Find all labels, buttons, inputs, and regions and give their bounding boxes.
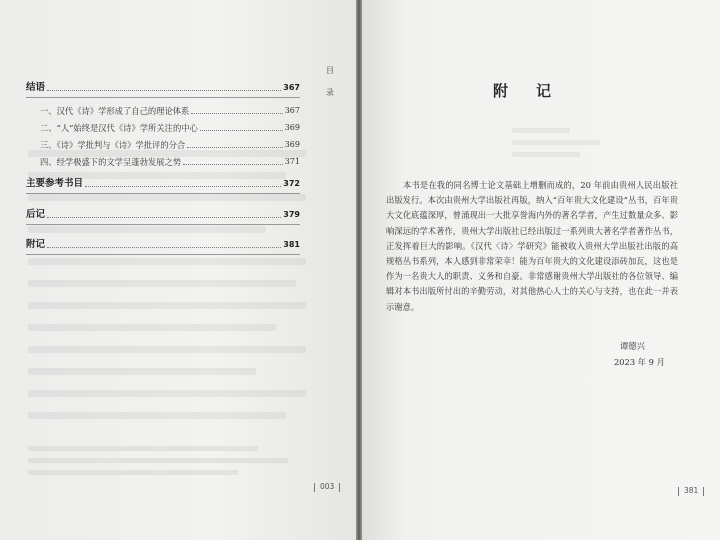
toc-entry-title: 三、《诗》学批判与《诗》学批评的分合 [40,140,186,150]
bleed-through-text [28,258,306,265]
toc-leader [47,90,281,91]
bleed-through-text [28,324,276,331]
toc-entry-title: 附记 [26,239,46,250]
appendix-title: 附记 [493,82,580,100]
bleed-through-text [28,194,306,201]
toc-entry-page: 371 [284,157,300,166]
signature-date: 2023 年 9 月 [614,357,665,367]
toc-entry-sub-2 [40,120,300,134]
bleed-through-text [28,368,256,375]
toc-entry-page: 369 [284,140,300,149]
toc-entry-sub-3 [40,137,300,151]
toc-divider [26,97,300,98]
toc-entry-title: 主要参考书目 [26,178,84,189]
toc-leader [200,130,283,131]
toc-entry-sub-1 [40,103,300,117]
toc-leader [183,164,283,165]
toc-leader [187,147,283,148]
toc-leader [85,186,281,187]
bleed-through-footnote [28,446,258,451]
page-number: 003 [320,482,335,491]
toc-entry-page: 379 [283,210,300,219]
toc-entry-page: 372 [283,179,300,188]
appendix-body: 本书是在我的同名博士论文基础上增删而成的，20 年前由贵州人民出版社出版发行。本次由贵州大学出版社再版，纳入“百年贵大文化建设”丛书，百年贵大文化底蕴深厚，曾涌现出一大批享誉海内外的著名学者，产生过数量众多、影响深远的学术著作，贵州大学出版社已经出版过一系列贵大著名学者著作丛书，正发挥着巨大的影响。《汉代〈诗〉学研究》能被收入贵州大学出版社出版的高规格丛书系列，本人感到非常荣幸！能为百年贵大的文化建设添砖加瓦，这也是作为一名贵大人的职责、义务和自豪。非常感谢贵州大学出版社的各位领导、编辑对本书出版所付出的辛勤劳动，对其他热心人士的关心与支持，也在此一并表示谢意。 [386,180,678,312]
toc-leader [191,113,282,114]
toc-entry-conclusion [26,80,300,94]
toc-entry-page: 369 [284,123,300,132]
author-signature: 谭德兴 [620,341,645,351]
bleed-through-footnote [28,458,288,463]
page-number: 381 [684,486,699,495]
toc-entry-title: 四、经学极盛下的文学呈蓬勃发展之势 [40,157,182,167]
toc-entry-page: 367 [283,83,300,92]
toc-divider [26,193,300,194]
bleed-through-text [512,152,580,157]
toc-entry-sub-4 [40,154,300,168]
bleed-through-text [512,128,570,133]
bleed-through-text [28,302,306,309]
toc-entry-title: 后记 [26,209,46,220]
bleed-through-text [28,280,296,287]
bleed-through-text [28,390,306,397]
toc-leader [47,217,281,218]
toc-entry-addendum [26,237,300,251]
toc-entry-afterword [26,207,300,221]
toc-entry-references [26,176,300,190]
toc-entry-title: 结语 [26,82,46,93]
toc-entry-title: 二、“人”始终是汉代《诗》学所关注的中心 [40,123,198,133]
toc-divider [26,254,300,255]
toc-entry-title: 一、汉代《诗》学形成了自己的理论体系 [40,106,190,116]
toc-entry-page: 367 [284,106,300,115]
toc-entry-page: 381 [283,240,300,249]
bleed-through-text [512,140,600,145]
bleed-through-text [28,226,266,233]
bleed-through-text [28,412,286,419]
toc-page [0,0,356,540]
bleed-through-text [28,346,306,353]
toc-leader [47,247,281,248]
toc-section-label: 目 录 [326,66,334,97]
toc-divider [26,224,300,225]
bleed-through-footnote [28,470,238,475]
